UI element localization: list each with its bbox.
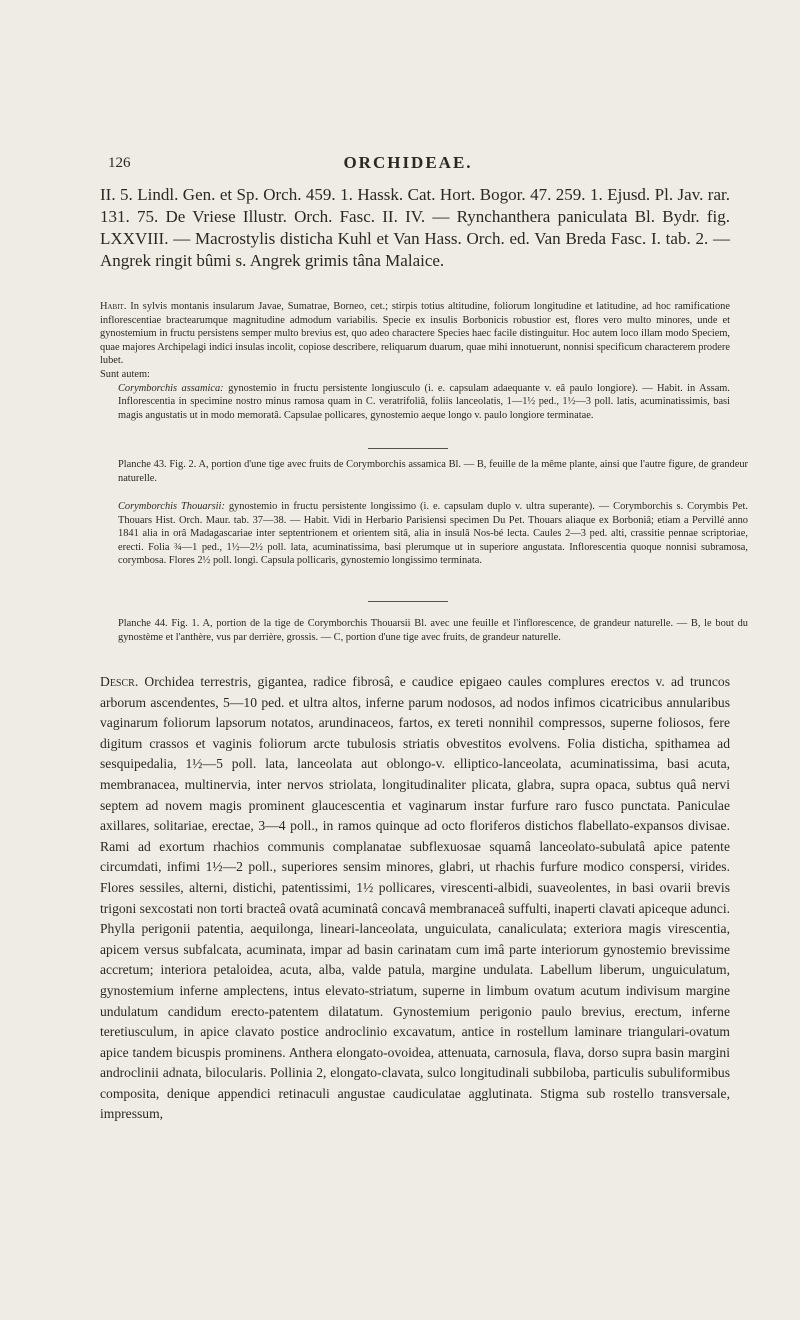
description-paragraph [100, 672, 730, 1125]
divider-rule [368, 448, 448, 449]
species-assamica-name: Corymborchis assamica: [118, 382, 224, 394]
descr-label: Descr. [100, 674, 139, 689]
running-head: ORCHIDEAE. [343, 153, 473, 172]
species-thouarsii-text: gynostemio in fructu persistente longissimo (i. e. capsulam duplo v. ultra superante). — Corymborchis s. Corymbis Pet. Thouars Hist. Orch. Maur. tab. 37—38. — Habit. Vidi in Herbario Parisiensi specimen Du Pet. Thouars aliaque ex Borboniâ; etiam a Pervillé anno 1841 alia in orâ Madagascariae inter septentrionem et orientem sitâ, alia in insulâ Nos-bé lecta. Caules 2—3 ped. alti, crassitie pennae scriptoriae, erecti. Folia ¾—1 ped., 1½—2½ poll. lata, acuminatissima, basi plerumque ut in superiore angustata. Inflorescentia quoque nonnisi subramosa, corymbosa. Flores 2½ poll. longi. Capsula pollicaris, gynostemio longissimo terminata. [118, 501, 748, 567]
habit-label: Habit. [100, 301, 127, 312]
sunt-autem: Sunt autem: [100, 368, 150, 380]
page-header [88, 155, 728, 179]
plate-43-caption: Planche 43. Fig. 2. A, portion d'une tige avec fruits de Corymborchis assamica Bl. — B, feuille de la même plante, ainsi que l'autre figure, de grandeur naturelle. [118, 459, 748, 484]
habit-text: In sylvis montanis insularum Javae, Sumatrae, Borneo, cet.; stirpis totius altitudine, foliorum longitudine et latitudine, ad hoc ramificatione inflorescentiae bractearumque magnitudine admodum variabilis. Specie ex insulis Borbonicis robustior est, flores vero multo minores, unde et gynostemium in fructu persistens semper multo brevius est, quo adeo charactere Species haec facile distinguitur. Hoc autem loco illam modo Speciem, quae majores Archipelagi indici insulas incolit, copiose describere, reliquarum duarum, quae mihi innotuerunt, nonnisi specificum characterem prodere lubet. [100, 301, 730, 367]
plate-44-caption: Planche 44. Fig. 1. A, portion de la tige de Corymborchis Thouarsii Bl. avec une feuille et l'inflorescence, de grandeur naturelle. — B, le bout du gynostème et l'anthère, vus par derrière, grossis. — C, portion d'une tige avec fruits, de grandeur naturelle. [118, 618, 748, 643]
species-thouarsii-name: Corymborchis Thouarsii: [118, 501, 225, 512]
divider-rule [368, 601, 448, 602]
habit-paragraph [100, 300, 730, 422]
species-assamica-text: gynostemio in fructu persistente longiusculo (i. e. capsulam adaequante v. eâ paulo longiore). — Habit. in Assam. Inflorescentia in specimine nostro minus ramosa quam in C. veratrifoliâ, foliis lanceolatis, 1—1½ ped., 1½—3 poll. latis, acuminatissimis, basi magis angustatis ut in modo memoratâ. Capsulae pollicares, gynostemio aeque longo v. paulo longiore terminatae. [118, 382, 730, 421]
species-thouarsii [100, 500, 748, 568]
species-assamica [100, 382, 730, 423]
descr-text: Orchidea terrestris, gigantea, radice fibrosâ, e caudice epigaeo caules complures erectos v. ad truncos arborum ascendentes, 5—10 ped. et ultra altos, inferne parum nodosos, ad nodos infimos cicatricibus annularibus vaginarum foliorum lapsorum notatos, arundinaceos, fartos, ex tereti nonnihil compressos, superne foliosos, fere digitum crassos et vaginis foliorum arcte tubulosis striatis obvestitos evolvens. Folia disticha, spithamea ad sesquipedalia, 1½—5 poll. lata, lanceolata aut oblongo-v. elliptico-lanceolata, acuminatissima, basi acuta, membranacea, multinervia, inter nervos striolata, longitudinaliter plicata, glabra, supra opaca, subtus quâ nervi septem ad novem magis prominent glaucescentia et vaginarum instar furfure raro fusco punctata. Paniculae axillares, solitariae, erectae, 3—4 poll., in ramos quinque ad octo floriferos distichos flabellato-expansos divisae. Rami ad exortum rhachios communis complanatae subflexuosae squamâ lanceolato-subulatâ apice patente circumdati, infimi 1½—2 poll., superiores sensim minores, glabri, ut rhachis furfure modico conspersi, virides. Flores sessiles, alterni, distichi, patentissimi, 1½ pollicares, virescenti-albidi, suaveolentes, in basi ovarii brevis trigoni sexcostati non torti bracteâ ovatâ acuminatâ concavâ membranaceâ suffulti, inaperti clavati apiceque adunci. Phylla perigonii patentia, aequilonga, lineari-lanceolata, unguiculata, canaliculata; exteriora magis virescentia, apicem versus subfalcata, acuminata, impar ad basin carinatam cum imâ parte interiorum gynostemio brevissime accretum; interiora petaloidea, acuta, alba, valde patula, margine undulata. Labellum liberum, unguiculatum, gynostemium inferne amplectens, intus elevato-striatum, superne in limbum ovatum acutum indivisum margine undulatum candidum erecto-patentem dilatatum. Gynostemium perigonio paulo brevius, erectum, inferne teretiusculum, in apice clavato postice androclinio excavatum, antice in rostellum laminare triangulari-ovatum apice tandem bicuspis prominens. Anthera elongato-ovoidea, attenuata, carnosula, flava, dorso supra basin margini androclinii adnata, bilocularis. Pollinia 2, elongato-clavata, sulco longitudinali subbiloba, particulis subuliformibus composita, denique appendici retinaculi angustae caudiculatae agglutinata. Stigma sub rostello transversale, impressum, [100, 674, 730, 1122]
synonymy-references: II. 5. Lindl. Gen. et Sp. Orch. 459. 1. Hassk. Cat. Hort. Bogor. 47. 259. 1. Ejusd. Pl. Jav. rar. 131. 75. De Vriese Illustr. Orch. Fasc. II. IV. — Rynchanthera paniculata Bl. Bydr. fig. LXXVIII. — Macrostylis disticha Kuhl et Van Hass. Orch. ed. Van Breda Fasc. I. tab. 2. — Angrek ringit bûmi s. Angrek grimis tâna Malaice. [100, 185, 730, 270]
page-number: 126 [108, 155, 131, 171]
